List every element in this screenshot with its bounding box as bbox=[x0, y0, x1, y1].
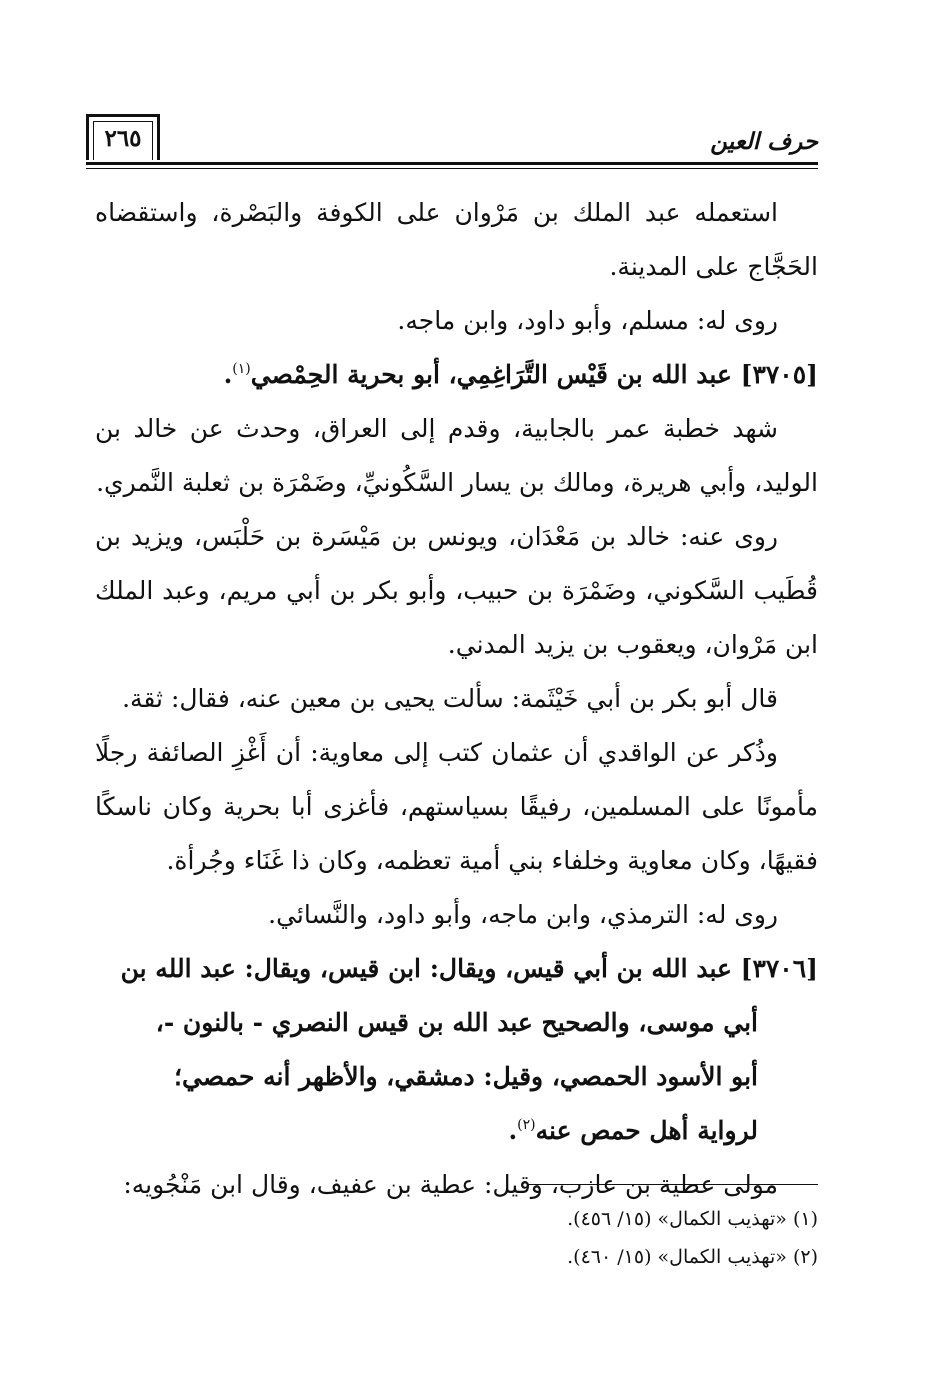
entry-3705-paragraph-4: وذُكر عن الواقدي أن عثمان كتب إلى معاوية: أن أَغْزِ الصائفة رجلًا مأمونًا على المسلمين، رفيقًا بسياستهم، فأغزى أبا بحرية وكان ناسكًا فقيهًا، وكان معاوية وخلفاء بني أمية تعظمه، وكان ذا غَنَاء وجُرأة. bbox=[95, 738, 818, 875]
footnote-rule bbox=[528, 1184, 818, 1185]
footnote-2: (٢) «تهذيب الكمال» (١٥/ ٤٦٠). bbox=[567, 1246, 818, 1268]
footnotes bbox=[300, 1200, 818, 1276]
paragraph-narrators: روى له: مسلم، وأبو داود، وابن ماجه. bbox=[397, 306, 778, 335]
entry-heading-text: لرواية أهل حمص عنه bbox=[535, 1116, 758, 1145]
entry-3705-paragraph-5: روى له: الترمذي، وابن ماجه، وأبو داود، والنَّسائي. bbox=[268, 900, 778, 929]
page-number: ٢٦٥ bbox=[104, 125, 142, 152]
entry-heading-end: . bbox=[223, 360, 233, 389]
entry-heading-3706-line-3: أبو الأسود الحمصي، وقيل: دمشقي، والأظهر أنه حمصي؛ bbox=[174, 1062, 758, 1091]
page-number-frame bbox=[86, 114, 160, 160]
footnote-ref-2: (٢) bbox=[517, 1117, 536, 1133]
footnote-1: (١) «تهذيب الكمال» (١٥/ ٤٥٦). bbox=[567, 1208, 818, 1230]
header-rule bbox=[86, 162, 818, 165]
entry-3705-paragraph-3: قال أبو بكر بن أبي خَيْثَمة: سألت يحيى بن معين عنه، فقال: ثقة. bbox=[122, 684, 778, 713]
entry-heading-3706-line-1: [٣٧٠٦] عبد الله بن أبي قيس، ويقال: ابن قيس، ويقال: عبد الله بن bbox=[120, 954, 818, 983]
running-header-title: حرف العين bbox=[710, 128, 818, 155]
entry-3706-paragraph-1: مولى عطية بن عازب، وقيل: عطية بن عفيف، وقال ابن مَنْجُويه: bbox=[123, 1170, 778, 1199]
entry-heading-3705 bbox=[95, 348, 818, 402]
entry-heading-3706-line-2: أبي موسى، والصحيح عبد الله بن قيس النصري - بالنون -، bbox=[155, 1008, 758, 1037]
entry-heading-end: . bbox=[508, 1116, 518, 1145]
paragraph-continuation: استعمله عبد الملك بن مَرْوان على الكوفة والبَصْرة، واستقضاه الحَجَّاج على المدينة. bbox=[95, 198, 818, 281]
entry-3705-paragraph-2: روى عنه: خالد بن مَعْدَان، ويونس بن مَيْسَرة بن حَلْبَس، ويزيد بن قُطَيب السَّكوني، وضَمْرَة بن حبيب، وأبو بكر بن أبي مريم، وعبد الملك ابن مَرْوان، ويعقوب بن يزيد المدني. bbox=[95, 522, 818, 659]
main-text bbox=[95, 186, 818, 1212]
footnote-ref-1: (١) bbox=[232, 361, 251, 377]
entry-heading-3706-line-4 bbox=[95, 1104, 818, 1158]
entry-3705-paragraph-1: شهد خطبة عمر بالجابية، وقدم إلى العراق، وحدث عن خالد بن الوليد، وأبي هريرة، ومالك بن يسار السَّكُونيِّ، وضَمْرَة بن ثعلبة النَّمري. bbox=[95, 414, 818, 497]
entry-heading-text: [٣٧٠٥] عبد الله بن قَيْس التَّرَاغِمِي، أبو بحرية الحِمْصي bbox=[250, 360, 818, 389]
